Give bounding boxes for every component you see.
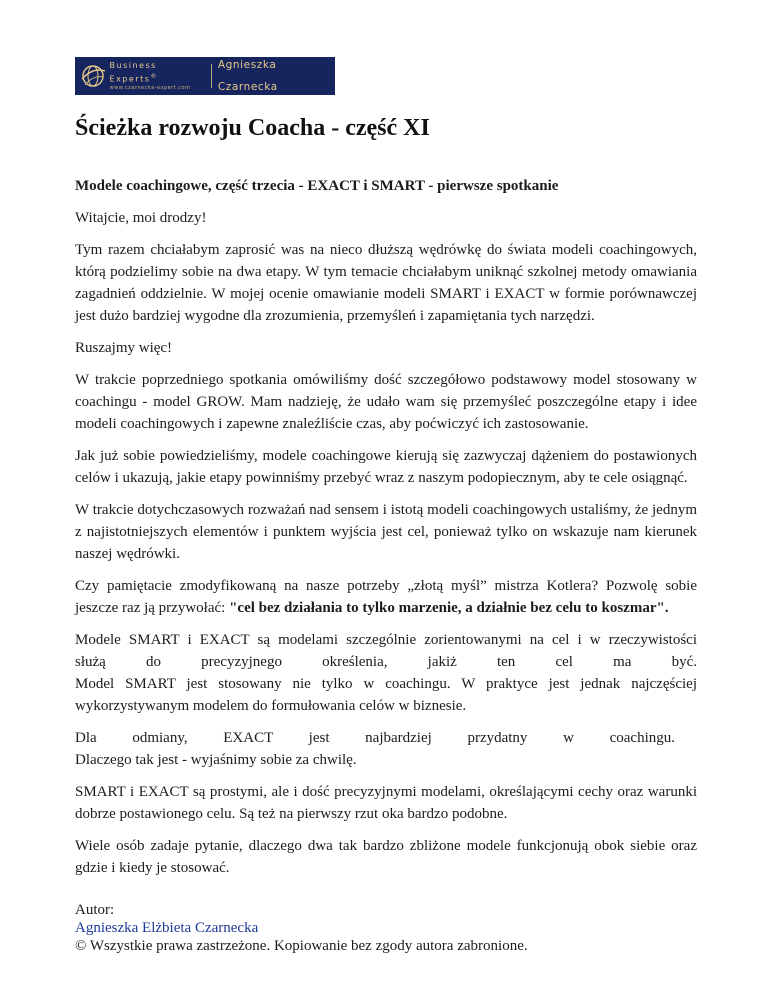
paragraph-greeting: Witajcie, moi drodzy! bbox=[75, 210, 207, 226]
paragraph-question: Wiele osób zadaje pytanie, dlaczego dwa tak bardzo zbliżone modele funkcjonują obok siebie oraz gdzie i kiedy je stosować. bbox=[75, 838, 697, 876]
smart-exact-line-3: Model SMART jest stosowany nie tylko w coachingu. W praktyce jest jednak najczęściej bbox=[75, 676, 697, 692]
paragraph-smart-exact bbox=[75, 629, 697, 717]
exact-line-2: Dlaczego tak jest - wyjaśnimy sobie za chwilę. bbox=[75, 752, 357, 768]
exact-line-1: Dla odmiany, EXACT jest najbardziej przydatny w coachingu. bbox=[75, 730, 675, 746]
paragraph-models-goals: Jak już sobie powiedzieliśmy, modele coachingowe kierują się zazwyczaj dążeniem do postawionych celów i ukazują, jakie etapy powinniśmy przebyć wraz z naszym podopiecznym, aby te cele osiągnąć. bbox=[75, 448, 697, 486]
author-name-link[interactable]: Agnieszka Elżbieta Czarnecka bbox=[75, 920, 259, 936]
quote-lead-text: Czy pamiętacie zmodyfikowaną na nasze potrzeby „złotą myśl” mistrza Kotlera? Pozwolę sobie jeszcze raz ją przywołać: bbox=[75, 578, 697, 616]
paragraph-kotler-quote bbox=[75, 575, 697, 619]
logo-brand-text: Business Experts® bbox=[109, 60, 158, 84]
business-experts-logo bbox=[75, 57, 335, 95]
logo-brand-block bbox=[110, 60, 205, 93]
article-body bbox=[75, 175, 697, 955]
paragraph-intro: Tym razem chciałabym zaprosić was na nieco dłuższą wędrówkę do świata modeli coachingowych, którą podzielimy sobie na dwa etapy. W tym temacie chciałabym uniknąć szkolnej metody omawiania zagadnień oddzielnie. W mojej ocenie omawianie modeli SMART i EXACT w formie porównawczej jest dużo bardziej wygodne dla zrozumienia, przemyśleń i zapamiętania tych narzędzi. bbox=[75, 242, 697, 324]
globe-logo-icon bbox=[75, 57, 108, 95]
smart-exact-line-1: Modele SMART i EXACT są modelami szczególnie zorientowanymi na cel i w rzeczywistości bbox=[75, 632, 697, 648]
logo-url-text: www.czarnecka-expert.com bbox=[109, 85, 191, 92]
author-label: Autor: bbox=[75, 902, 115, 918]
paragraph-goal-importance: W trakcie dotychczasowych rozważań nad sensem i istotą modeli coachingowych ustaliśmy, że jednym z najistotniejszych elementów i punktem wyjścia jest cel, ponieważ tylko on wskazuje nam kierunek naszej wędrówki. bbox=[75, 502, 697, 562]
article-subtitle: Modele coachingowe, część trzecia - EXACT i SMART - pierwsze spotkanie bbox=[75, 178, 559, 194]
logo-divider bbox=[211, 64, 212, 88]
smart-exact-line-2: służą do precyzyjnego określenia, jakiż ten cel ma być. bbox=[75, 654, 697, 670]
smart-exact-line-4: wykorzystywanym modelem do formułowania celów w biznesie. bbox=[75, 698, 467, 714]
article-footer bbox=[75, 901, 697, 955]
copyright-notice: © Wszystkie prawa zastrzeżone. Kopiowanie bez zgody autora zabronione. bbox=[75, 938, 528, 954]
paragraph-grow-recap: W trakcie poprzedniego spotkania omówiliśmy dość szczegółowo podstawowy model stosowany w coachingu - model GROW. Mam nadzieję, że udało wam się przemyśleć poszczególne etapy i idee modeli coachingowych i zapewne znaleźliście czas, aby poćwiczyć ich zastosowanie. bbox=[75, 372, 697, 432]
page-title: Ścieżka rozwoju Coacha - część XI bbox=[75, 115, 430, 141]
paragraph-simple-models: SMART i EXACT są prostymi, ale i dość precyzyjnymi modelami, określającymi cechy oraz warunki dobrze postawionego celu. Są też na pierwszy rzut oka bardzo podobne. bbox=[75, 784, 697, 822]
logo-name-text: Agnieszka Czarnecka bbox=[217, 59, 278, 93]
paragraph-lets-go: Ruszajmy więc! bbox=[75, 340, 173, 356]
quote-bold-text: "cel bez działania to tylko marzenie, a działnie bez celu to koszmar". bbox=[229, 600, 669, 616]
paragraph-exact-coaching bbox=[75, 727, 697, 771]
